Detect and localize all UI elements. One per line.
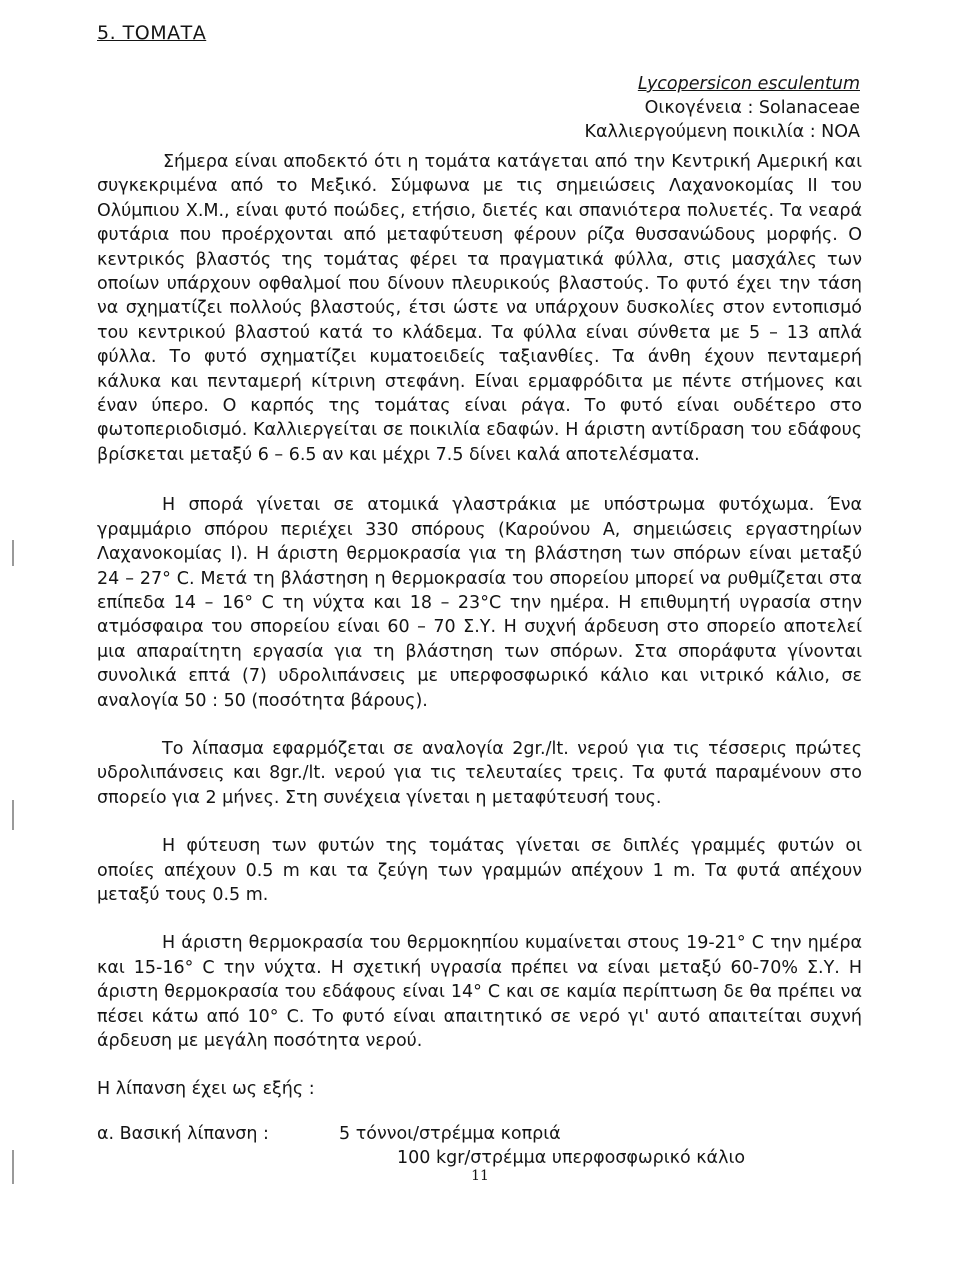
paragraph-climate: Η άριστη θερμοκρασία του θερμοκηπίου κυμαίνεται στους 19-21° C την ημέρα και 15-16° C την νύχτα. Η σχετική υγρασία πρέπει να είναι μεταξύ 60-70% Σ.Υ. Η άριστη θερμοκρασία του εδάφους είναι 14° C και σε καμία περίπτωση δε θα πρέπει να πέσει κάτω από 10° C. Το φυτό είναι απαιτητικό σε νερό γι' αυτό απαιτείται συχνή άρδευση με μεγάλη ποσότητα νερού. <box>97 933 862 1051</box>
paragraph-sowing: Η σπορά γίνεται σε ατομικά γλαστράκια με υπόστρωμα φυτόχωμα. Ένα γραμμάριο σπόρου περιέχει 330 σπόρους (Καρούνου Α, σημειώσεις εργαστηρίων Λαχανοκομίας Ι). Η άριστη θερμοκρασία για τη βλάστηση των σπόρων είναι μεταξύ 24 – 27° C. Μετά τη βλάστηση η θερμοκρασία του σπορείου μπορεί να ρυθμίζεται στα επίπεδα 14 – 16° C τη νύχτα και 18 – 23°C την ημέρα. Η επιθυμητή υγρασία στην ατμόσφαιρα του σπορείου είναι 60 – 70 Σ.Υ. Η συχνή άρδευση στο σπορείο αποτελεί μια απαραίτητη εργασία για τη βλάστηση των σπόρων. Στα σποράφυτα γίνονται συνολικά επτά (7) υδρολιπάνσεις με υπερφοσφωρικό κάλιο και νιτρικό κάλιο, σε αναλογία 50 : 50 (ποσότητα βάρους). <box>97 495 862 711</box>
scan-margin-mark <box>12 800 14 830</box>
paragraph-description: Σήμερα είναι αποδεκτό ότι η τομάτα κατάγεται από την Κεντρική Αμερική και συγκεκριμένα από το Μεξικό. Σύμφωνα με τις σημειώσεις Λαχανοκομίας ΙΙ του Ολύμπιου Χ.Μ., είναι φυτό ποώδες, ετήσιο, διετές και σπανιότερα πολυετές. Τα νεαρά φυτάρια που προέρχονται από μεταφύτευση φέρουν ρίζα θυσσανώδους μορφής. Ο κεντρικός βλαστός της τομάτας φέρει τα πραγματικά φύλλα, στις μασχάλες των οποίων υπάρχουν οφθαλμοί που δίνουν πλευρικούς βλαστούς. Το φυτό έχει την τάση να σχηματίζει πολλούς βλαστούς, έτσι ώστε να υπάρχουν δυσκολίες στον εντοπισμό του κεντρικού βλαστού κατά το κλάδεμα. Τα φύλλα είναι σύνθετα με 5 – 13 απλά φύλλα. Το φυτό σχηματίζει κυματοειδείς ταξιανθίες. Τα άνθη έχουν πενταμερή κάλυκα και πενταμερή κίτρινη στεφάνη. Είναι ερμαφρόδιτα με πέντε στήμονες και έναν ύπερο. Ο καρπός της τομάτας είναι ράγα. Το φυτό είναι ουδέτερο στο φωτοπεριοδισμό. Καλλιεργείται σε ποικιλία εδαφών. Η άριστη αντίδραση του εδάφους βρίσκεται μεταξύ 6 – 6.5 αν και μέχρι 7.5 δίνει καλά αποτελέσματα. <box>97 152 862 465</box>
basic-fertilization-row <box>97 1122 862 1146</box>
scan-margin-mark <box>12 540 14 566</box>
basic-fertilization-row <box>97 1146 862 1170</box>
body-text <box>97 150 862 1170</box>
basic-fertilization-item: 100 kgr/στρέμμα υπερφοσφωρικό κάλιο <box>397 1147 746 1168</box>
paragraph-planting: Η φύτευση των φυτών της τομάτας γίνεται σε διπλές γραμμές φυτών οι οποίες απέχουν 0.5 m και τα ζεύγη των γραμμών απέχουν 1 m. Τα φυτά απέχουν μεταξύ τους 0.5 m. <box>97 836 862 905</box>
basic-fertilization-label: α. Βασική λίπανση : <box>97 1123 269 1144</box>
paragraph-fertilizer: Το λίπασμα εφαρμόζεται σε αναλογία 2gr./lt. νερού για τις τέσσερις πρώτες υδρολιπάνσεις και 8gr./lt. νερού για τις τελευταίες τρεις. Τα φυτά παραμένουν στο σπορείο για 2 μήνες. Στη συνέχεια γίνεται η μεταφύτευσή τους. <box>97 738 862 808</box>
fertilization-intro: Η λίπανση έχει ως εξής : <box>97 1079 315 1100</box>
variety-line: Καλλιεργούμενη ποικιλία : ΝΟΑ <box>584 122 860 142</box>
page-number: 11 <box>471 1168 489 1184</box>
section-heading: 5. ΤΟΜΑΤΑ <box>97 22 207 44</box>
family-line: Οικογένεια : Solanaceae <box>644 98 860 118</box>
plant-info <box>585 72 861 144</box>
basic-fertilization-item: 5 τόννοι/στρέμμα κοπριά <box>339 1123 561 1144</box>
scientific-name: Lycopersicon esculentum <box>637 74 860 94</box>
